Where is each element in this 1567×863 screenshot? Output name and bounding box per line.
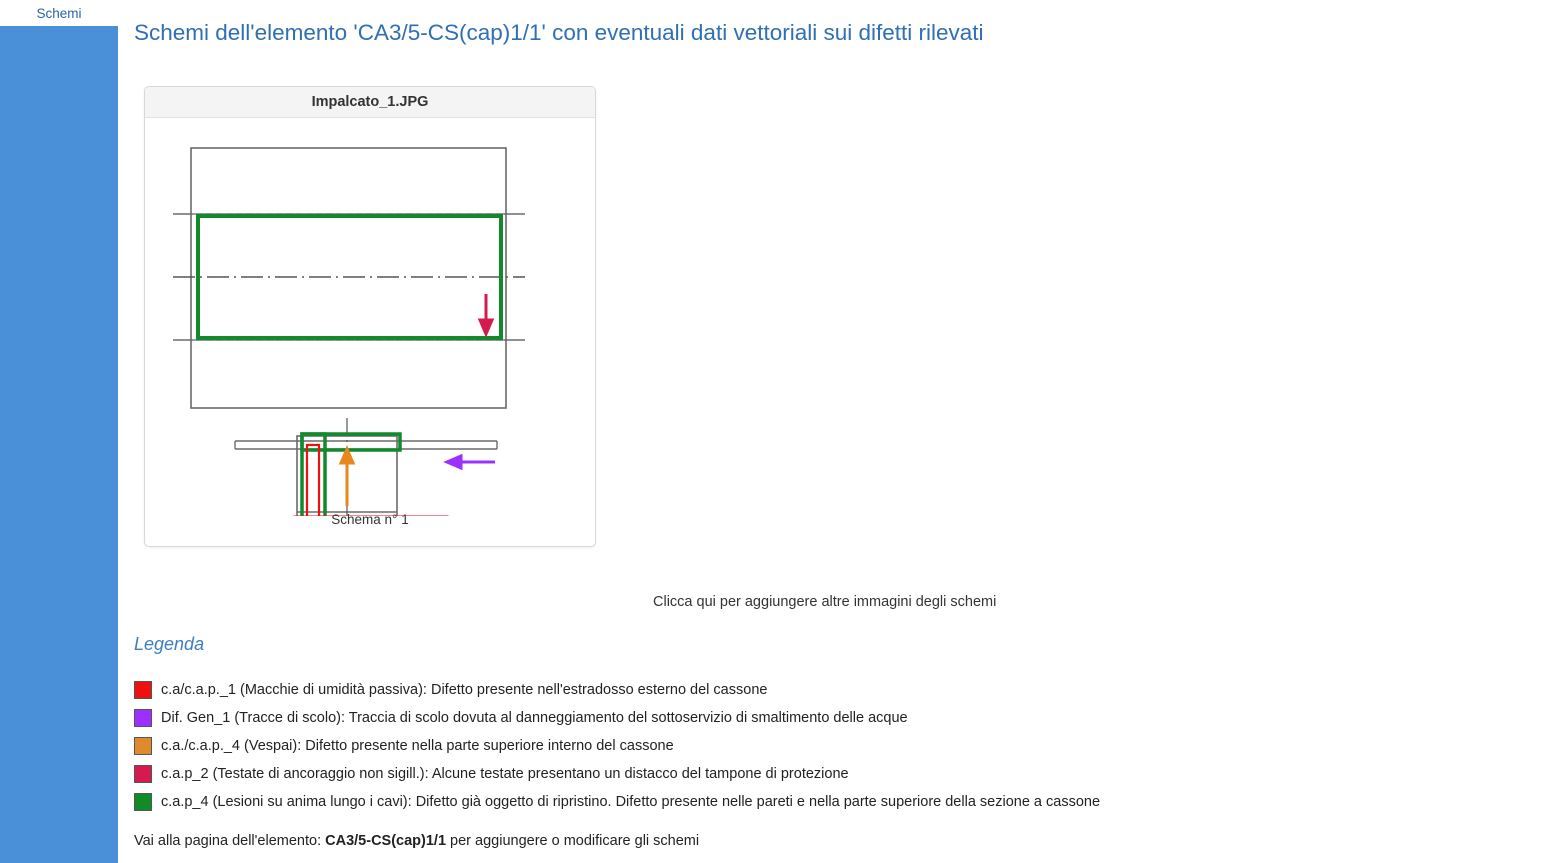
legend-item-label: c.a.p_4 (Lesioni su anima lungo i cavi): Difetto già oggetto di ripristino. Difetto presente nelle pareti e nella parte superiore della sezione a cassone [161,794,1101,810]
legend-item [134,760,1534,788]
legend-item-label: Dif. Gen_1 (Tracce di scolo): Traccia di scolo dovuta al danneggiamento del sottoservizio di smaltimento delle acque [161,710,908,726]
legend-item [134,676,1534,704]
main-content [118,0,1567,863]
legend-color-swatch [134,737,152,755]
legend-item-label: c.a./c.a.p._4 (Vespai): Difetto presente nella parte superiore interno del cassone [161,738,674,754]
element-link[interactable]: CA3/5-CS(cap)1/1 [325,833,447,849]
legend-item [134,732,1534,760]
sidebar-item-label: Schemi [36,5,82,21]
element-link-prefix: Vai alla pagina dell'elemento: [134,833,322,849]
schema-file-name: Impalcato_1.JPG [145,87,595,118]
page-title: Schemi dell'elemento 'CA3/5-CS(cap)1/1' con eventuali dati vettoriali sui difetti rilevati [134,20,984,45]
legend-color-swatch [134,765,152,783]
element-link-line [134,833,699,849]
legend-color-swatch [134,793,152,811]
legend-item [134,704,1534,732]
legend-color-swatch [134,709,152,727]
legend-item-label: c.a.p_2 (Testate di ancoraggio non sigill.): Alcune testate presentano un distacco del tampone di protezione [161,766,849,782]
schema-caption: Schema n° 1 [331,512,409,527]
legend-color-swatch [134,681,152,699]
schema-card[interactable] [144,86,596,547]
schema-svg [145,118,597,516]
element-link-suffix: per aggiungere o modificare gli schemi [450,833,700,849]
sidebar-item-schemi[interactable] [0,0,118,26]
schema-drawing[interactable] [145,118,595,516]
legend-item [134,788,1534,816]
add-images-hint[interactable]: Clicca qui per aggiungere altre immagini degli schemi [653,594,997,610]
sidebar [0,0,118,863]
legend-item-label: c.a/c.a.p._1 (Macchie di umidità passiva): Difetto presente nell'estradosso esterno del cassone [161,682,768,698]
legend-title: Legenda [134,634,205,654]
legend-list [134,676,1534,816]
